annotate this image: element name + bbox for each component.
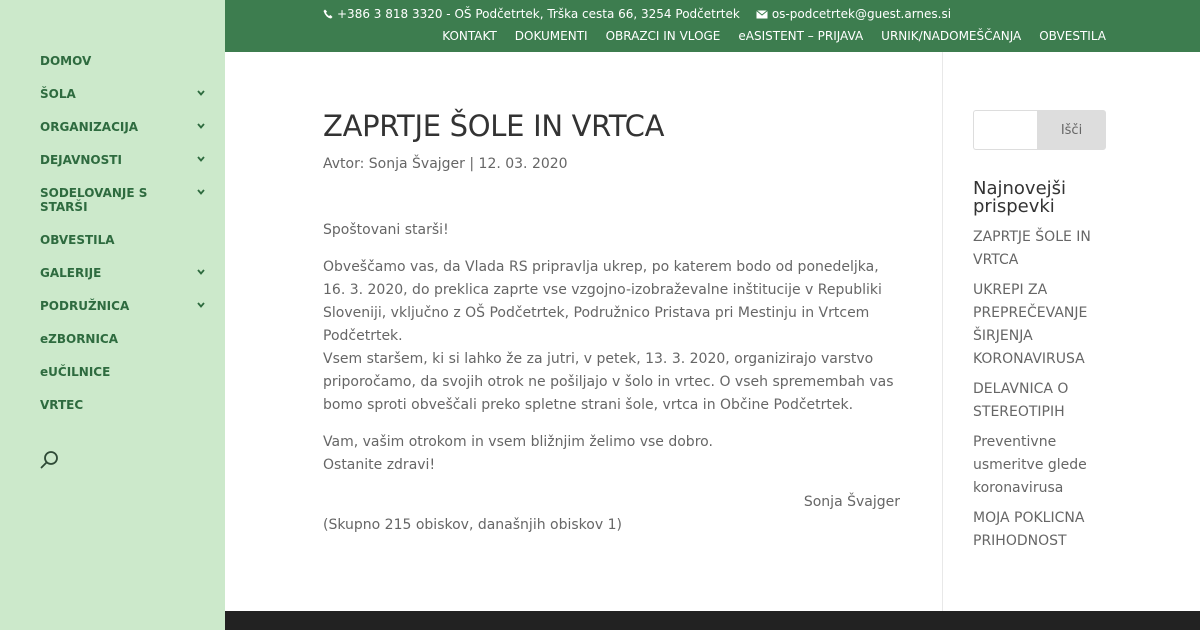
- main-nav: [40, 54, 210, 431]
- nav-item-label: eUČILNICE: [40, 365, 111, 379]
- left-sidebar: [0, 0, 225, 630]
- nav-item-label: ŠOLA: [40, 87, 76, 101]
- body-text-1: Obveščamo vas, da Vlada RS pripravlja ukrep, po katerem bodo od ponedeljka, 16. 3. 2020, do preklica zaprte vse vzgojno-izobraževalne inštitucije v Republiki Sloveniji, vključno z OŠ Podčetrtek, Podružnico Pristava pri Mestinju in Vrtcem Podčetrtek.: [323, 259, 882, 344]
- recent-post-link[interactable]: UKREPI ZA PREPREČEVANJE ŠIRJENJA KORONAVIRUSA: [973, 282, 1088, 367]
- greeting: Spoštovani starši!: [323, 222, 449, 238]
- nav-item-label: PODRUŽNICA: [40, 299, 130, 313]
- nav-item-podruznica[interactable]: [40, 299, 210, 313]
- search-form: [973, 110, 1106, 150]
- secondary-nav: [424, 29, 1106, 43]
- recent-post-link[interactable]: Preventivne usmeritve glede koronavirusa: [973, 434, 1087, 496]
- phone-info: [323, 7, 740, 21]
- contact-info: [323, 7, 967, 21]
- nav-item-ezbornica[interactable]: [40, 332, 210, 346]
- chevron-down-icon[interactable]: [196, 88, 206, 98]
- footer: [225, 611, 1200, 630]
- chevron-down-icon[interactable]: [196, 121, 206, 131]
- nav-item-vrtec[interactable]: [40, 398, 210, 412]
- closing-text-2: Ostanite zdravi!: [323, 457, 436, 473]
- recent-post-link[interactable]: DELAVNICA O STEREOTIPIH: [973, 381, 1069, 420]
- post-meta: Avtor: Sonja Švajger | 12. 03. 2020: [323, 156, 568, 172]
- topnav-urnik[interactable]: URNIK/NADOMEŠČANJA: [881, 29, 1022, 43]
- chevron-down-icon[interactable]: [196, 154, 206, 164]
- phone-address-text: +386 3 818 3320 - OŠ Podčetrtek, Trška cesta 66, 3254 Podčetrtek: [337, 7, 740, 21]
- recent-posts-title: Najnovejši prispevki: [973, 178, 1067, 217]
- nav-item-label: GALERIJE: [40, 266, 102, 280]
- nav-item-label: DOMOV: [40, 54, 92, 68]
- nav-item-label: eZBORNICA: [40, 332, 119, 346]
- nav-item-label: ORGANIZACIJA: [40, 120, 139, 134]
- nav-item-sola[interactable]: [40, 87, 210, 101]
- chevron-down-icon[interactable]: [196, 187, 206, 197]
- signature: Sonja Švajger: [803, 494, 900, 510]
- article-body-paragraph: [323, 256, 900, 417]
- content-divider: [942, 52, 943, 612]
- closing-text-1: Vam, vašim otrokom in vsem bližnjim želimo vse dobro.: [323, 434, 713, 450]
- nav-item-obvestila[interactable]: [40, 233, 210, 247]
- topnav-dokumenti[interactable]: DOKUMENTI: [514, 29, 588, 43]
- nav-item-label: SODELOVANJE S STARŠI: [40, 186, 148, 214]
- phone-icon: [323, 9, 333, 19]
- chevron-down-icon[interactable]: [196, 300, 206, 310]
- envelope-icon: [756, 10, 768, 19]
- recent-post-link[interactable]: ZAPRTJE ŠOLE IN VRTCA: [973, 229, 1091, 268]
- nav-item-galerije[interactable]: [40, 266, 210, 280]
- article: [323, 108, 900, 551]
- nav-item-eucilnice[interactable]: [40, 365, 210, 379]
- email-text: os-podcetrtek@guest.arnes.si: [771, 7, 952, 21]
- body-text-2: Vsem staršem, ki si lahko že za jutri, v petek, 13. 3. 2020, organizirajo varstvo priporočamo, da svojih otrok ne pošiljajo v šolo in vrtec. O vseh spremembah vas bomo sproti obveščali preko spletne strani šole, vrtca in Občine Podčetrtek.: [323, 351, 894, 413]
- nav-item-label: OBVESTILA: [40, 233, 115, 247]
- topnav-kontakt[interactable]: KONTAKT: [442, 29, 497, 43]
- nav-item-organizacija[interactable]: [40, 120, 210, 134]
- search-input[interactable]: [973, 110, 1037, 150]
- topnav-obrazci[interactable]: OBRAZCI IN VLOGE: [605, 29, 721, 43]
- nav-item-sodelovanje[interactable]: [40, 186, 210, 214]
- page-title: ZAPRTJE ŠOLE IN VRTCA: [323, 109, 665, 143]
- search-icon[interactable]: [40, 450, 60, 470]
- chevron-down-icon[interactable]: [196, 267, 206, 277]
- email-info[interactable]: [756, 7, 951, 21]
- search-button[interactable]: Išči: [1037, 110, 1106, 150]
- top-header-bar: [225, 0, 1200, 52]
- nav-item-domov[interactable]: [40, 54, 210, 68]
- recent-post-link[interactable]: MOJA POKLICNA PRIHODNOST: [973, 510, 1085, 549]
- topnav-obvestila[interactable]: OBVESTILA: [1039, 29, 1106, 43]
- view-count: (Skupno 215 obiskov, današnjih obiskov 1): [323, 517, 622, 533]
- nav-item-dejavnosti[interactable]: [40, 153, 210, 167]
- nav-item-label: VRTEC: [40, 398, 84, 412]
- closing-paragraph: [323, 431, 900, 477]
- recent-posts-list: [973, 226, 1098, 560]
- topnav-easistent[interactable]: eASISTENT – PRIJAVA: [738, 29, 864, 43]
- nav-item-label: DEJAVNOSTI: [40, 153, 122, 167]
